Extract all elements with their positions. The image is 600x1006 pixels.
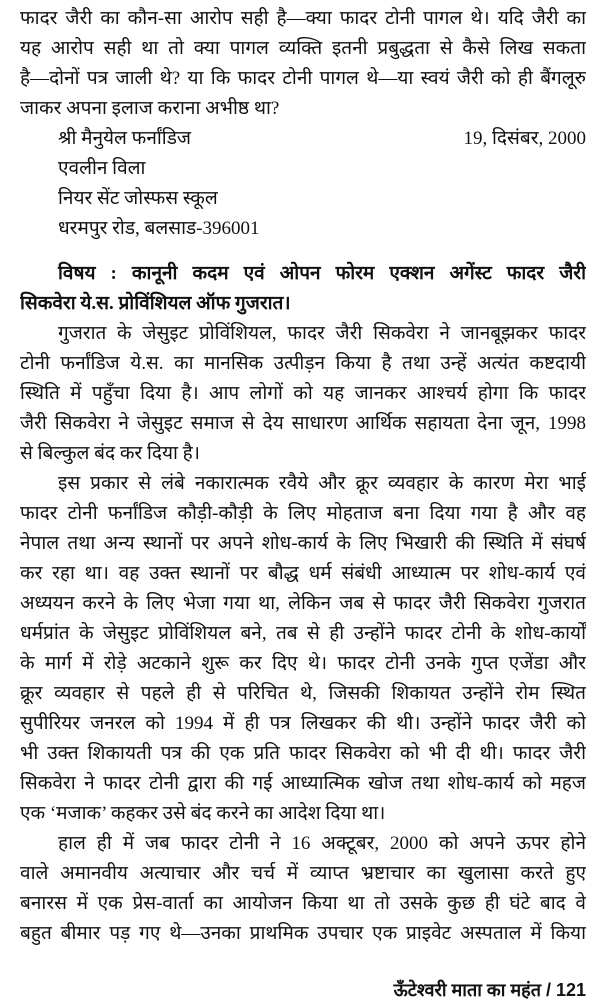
text-line: से बिल्कुल बंद कर दिया है।: [20, 443, 200, 464]
letter-date: 19, दिसंबर, 2000: [463, 128, 586, 149]
text-line: कर रहा था। वह उक्त स्थानों पर बौद्ध धर्म संबंधी आध्यात्म पर शोध-कार्य एवं: [20, 563, 586, 584]
page-footer: ऊँटेश्वरी माता का महंत / 121: [393, 980, 586, 1000]
text-line: भी उक्त शिकायती पत्र की एक प्रति फादर सिकवेरा को भी दी थी। फादर जैरी: [20, 743, 586, 764]
text-line: अध्ययन करने के लिए भेजा गया था, लेकिन जब से फादर जैरी सिकवेरा गुजरात: [20, 593, 586, 614]
text-line: जैरी सिकवेरा ने जेसुइट समाज से देय साधारण आर्थिक सहायता देना जून, 1998: [20, 413, 586, 434]
text-line: विषय : कानूनी कदम एवं ओपन फोरम एक्शन अगेंस्ट फादर जैरी: [58, 263, 586, 284]
text-line: के मार्ग में रोड़े अटकाने शुरू कर दिए थे। फादर टोनी उनके गुप्त एजेंडा और: [20, 653, 586, 674]
address-line: नियर सेंट जोस्फस स्कूल: [58, 188, 218, 209]
text-line: टोनी फर्नांडिज ये.स. का मानसिक उत्पीड़न किया है तथा उन्हें अत्यंत कष्टदायी: [20, 353, 586, 374]
spacer: [20, 244, 586, 259]
paragraph-2: [20, 469, 586, 829]
text-line: नेपाल तथा अन्य स्थानों पर अपने शोध-कार्य के लिए भिखारी की स्थिति में संघर्ष: [20, 533, 586, 554]
address-line: धरमपुर रोड, बलसाड-396001: [58, 218, 260, 239]
subject-heading: [20, 259, 586, 319]
text-line: हाल ही में जब फादर टोनी ने 16 अक्टूबर, 2000 को अपने ऊपर होने: [58, 833, 586, 854]
text-line: बहुत बीमार पड़ गए थे—उनका प्राथमिक उपचार एक प्राइवेट अस्पताल में किया: [20, 923, 586, 944]
text-line: स्थिति में पहुँचा दिया है। आप लोगों को यह जानकर आश्चर्य होगा कि फादर: [20, 383, 586, 404]
sender-name: श्री मैनुयेल फर्नांडिज: [58, 128, 191, 149]
text-line: बनारस में एक प्रेस-वार्ता का आयोजन किया था तो उसके कुछ ही घंटे बाद वे: [20, 893, 586, 914]
text-line: फादर जैरी का कौन-सा आरोप सही है—क्या फादर टोनी पागल थे। यदि जैरी का: [20, 8, 586, 29]
text-line: धर्मप्रांत के जेसुइट प्रोविंशियल बने, तब से ही उन्होंने फादर टोनी के शोध-कार्यों: [20, 623, 586, 644]
text-line: वाले अमानवीय अत्याचार और चर्च में व्याप्त भ्रष्टाचार का खुलासा करते हुए: [20, 863, 586, 884]
text-line: यह आरोप सही था तो क्या पागल व्यक्ति इतनी प्रबुद्धता से कैसे लिख सकता: [20, 38, 586, 59]
paragraph-1: [20, 319, 586, 469]
text-line: है—दोनों पत्र जाली थे? या कि फादर टोनी पागल थे—या स्वयं जैरी को ही बैंगलूरु: [20, 68, 586, 89]
text-line: गुजरात के जेसुइट प्रोविंशियल, फादर जैरी सिकवेरा ने जानबूझकर फादर: [58, 323, 586, 344]
text-line: एक ‘मजाक’ कहकर उसे बंद करने का आदेश दिया था।: [20, 803, 386, 824]
paragraph-3: [20, 829, 586, 949]
address-block: [20, 124, 586, 244]
address-line: एवलीन विला: [58, 158, 146, 179]
document-page: [20, 4, 586, 949]
text-line: फादर टोनी फर्नांडिज कौड़ी-कौड़ी के लिए मोहताज बना दिया गया है और वह: [20, 503, 586, 524]
text-line: सिकवेरा ये.स. प्रोविंशियल ऑफ गुजरात।: [20, 293, 291, 314]
text-line: जाकर अपना इलाज कराना अभीष्ठ था?: [20, 98, 280, 119]
address-line: [20, 124, 586, 154]
text-line: इस प्रकार से लंबे नकारात्मक रवैये और क्रूर व्यवहार के कारण मेरा भाई: [58, 473, 586, 494]
text-line: सिकवेरा ने फादर टोनी द्वारा की गई आध्यात्मिक खोज तथा शोध-कार्य को महज: [20, 773, 586, 794]
intro-paragraph: [20, 4, 586, 124]
text-line: सुपीरियर जनरल को 1994 में ही पत्र लिखकर की थी। उन्होंने फादर जैरी को: [20, 713, 586, 734]
text-line: क्रूर व्यवहार से पहले ही से परिचित थे, जिसकी शिकायत उन्होंने रोम स्थित: [20, 683, 586, 704]
